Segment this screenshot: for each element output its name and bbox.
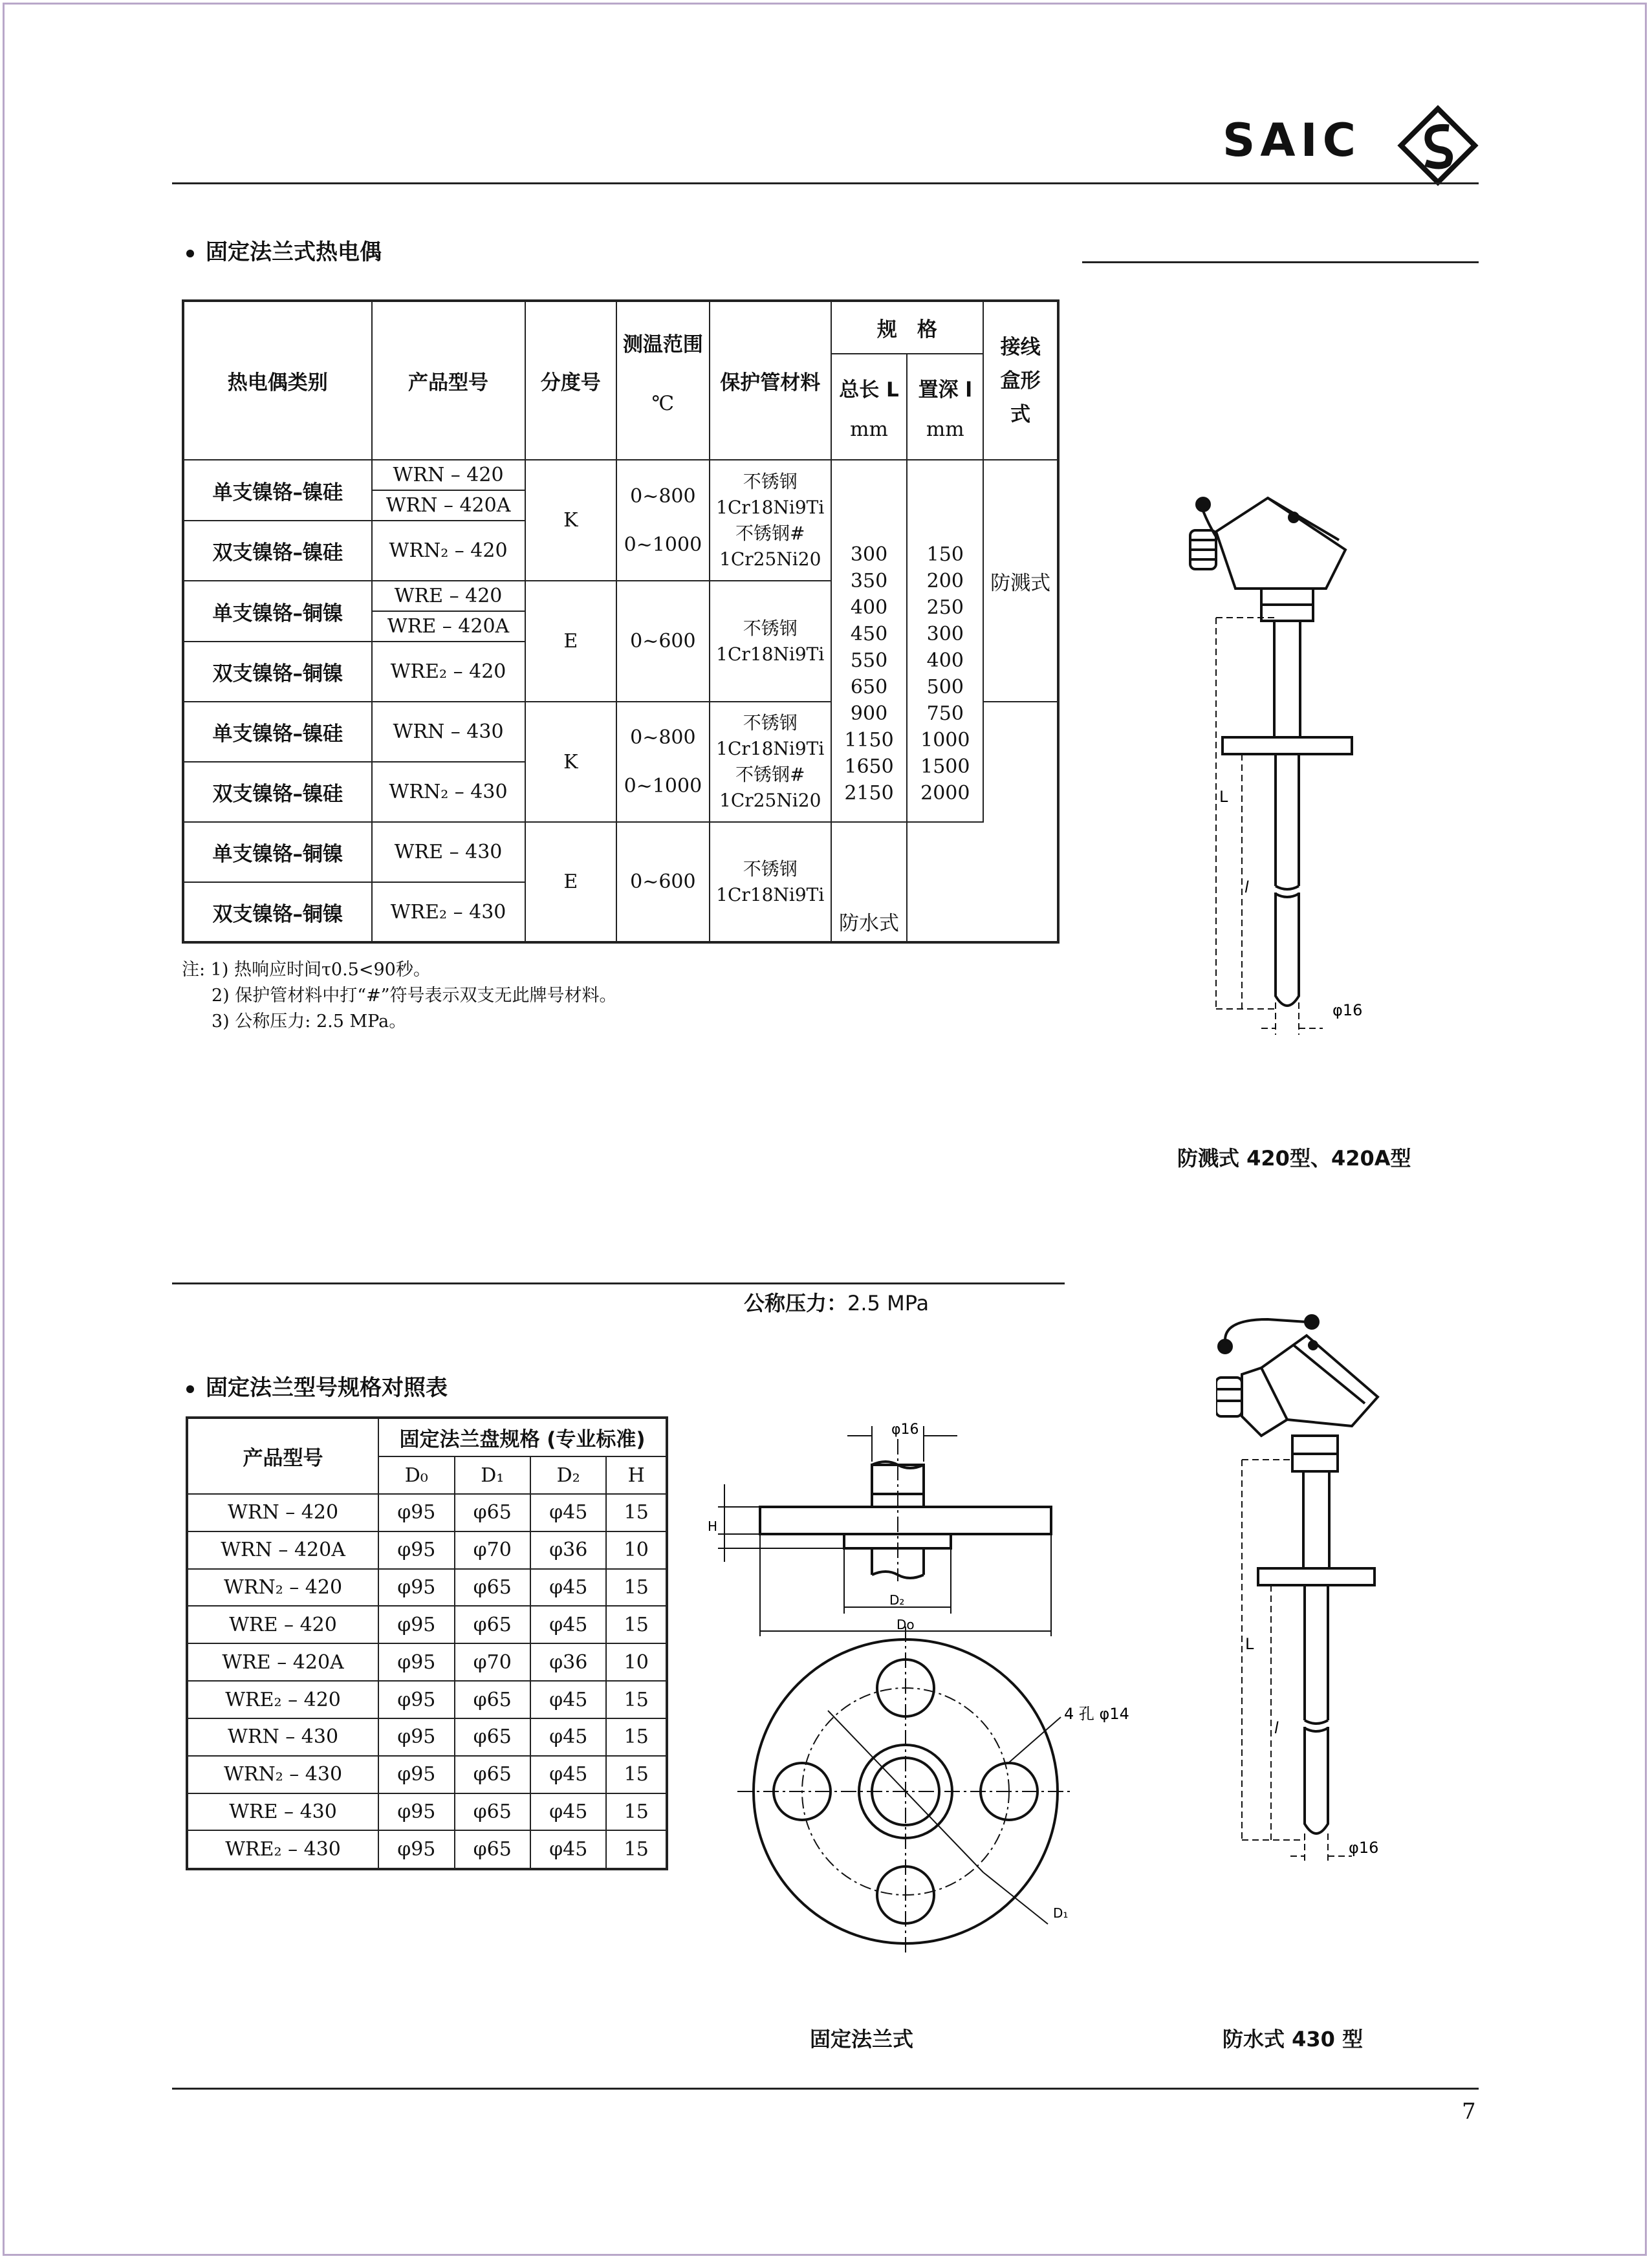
header-grade: 分度号 [525,301,616,460]
header-box: 接线盒形式 [983,301,1058,460]
pressure-value: 2.5 MPa [847,1291,929,1315]
fig3-dim-l: l [1274,1719,1279,1737]
table-row: WRN₂ – 430 φ95 φ65 φ45 15 [187,1756,667,1793]
table-notes [182,957,617,1035]
header-type: 热电偶类别 [183,301,372,460]
t2-header-d0: D₀ [378,1456,454,1494]
fig2-dim-d0: Do [897,1617,915,1632]
row-type: 双支镍铬–镍硅 [183,762,372,822]
fig1-dim-l: l [1244,878,1249,896]
fig2-dim-d2: D₂ [889,1592,905,1608]
mid-rule [172,1282,1065,1284]
row-model: WRE₂ – 430 [372,882,525,942]
row-model: WRE – 420A [372,611,525,642]
box-waterproof: 防水式 [831,822,908,942]
row-material: 不锈钢 1Cr18Ni9Ti 不锈钢# 1Cr25Ni20 [710,702,831,822]
row-model: WRE₂ – 420 [372,642,525,702]
row-material: 不锈钢 1Cr18Ni9Ti 不锈钢# 1Cr25Ni20 [710,460,831,581]
row-grade: K [525,460,616,581]
section1-title: 固定法兰式热电偶 [186,234,382,266]
row-model: WRN₂ – 430 [372,762,525,822]
row-model: WRN – 420 [372,460,525,490]
fig1-dim-L: L [1219,788,1228,806]
table-row: WRE – 430 φ95 φ65 φ45 15 [187,1793,667,1831]
row-grade: E [525,581,616,702]
fig3-caption: 防水式 430 型 [1223,2027,1364,2051]
header-range: 测温范围 ℃ [616,301,710,460]
right-rule [1082,261,1479,263]
fig3-dim-diameter: φ16 [1349,1839,1379,1857]
row-type: 双支镍铬–镍硅 [183,521,372,581]
note-1: 注: 1) 热响应时间τ0.5<90秒。 [182,960,431,980]
figure-splash-thermocouple [1177,479,1397,1048]
row-model: WRN – 430 [372,702,525,762]
row-range: 0~800 0~1000 [616,460,710,581]
fig1-dim-diameter: φ16 [1332,1001,1363,1019]
row-model: WRN – 420A [372,490,525,521]
length-column: 300 350 400 450 550 650 900 1150 1650 2150 [831,460,908,822]
row-type: 单支镍铬–铜镍 [183,822,372,882]
table-row: WRN₂ – 420 φ95 φ65 φ45 15 [187,1569,667,1606]
row-type: 双支镍铬–铜镍 [183,642,372,702]
table-row: WRN – 420A φ95 φ70 φ36 10 [187,1531,667,1569]
t2-header-d2: D₂ [530,1456,606,1494]
table-row: WRN – 420 φ95 φ65 φ45 15 [187,1494,667,1531]
bullet-icon [186,250,194,257]
row-model: WRN₂ – 420 [372,521,525,581]
depth-column: 150 200 250 300 400 500 750 1000 1500 2000 [907,460,983,822]
brand-name: SAIC [1223,114,1362,167]
box-splash: 防溅式 [983,460,1058,702]
brand-logo [1223,111,1481,182]
header-depth: 置深 l mm [907,354,983,460]
fig1-caption: 防溅式 420型、420A型 [1177,1146,1411,1171]
row-type: 单支镍铬–镍硅 [183,460,372,521]
t2-header-model: 产品型号 [187,1418,378,1494]
table-row: WRE – 420 φ95 φ65 φ45 15 [187,1606,667,1643]
row-range: 0~600 [616,581,710,702]
row-range: 0~600 [616,822,710,942]
fig2-caption: 固定法兰式 [810,2027,914,2051]
row-range: 0~800 0~1000 [616,702,710,822]
t2-header-d1: D₁ [455,1456,530,1494]
row-model: WRE – 420 [372,581,525,611]
row-grade: K [525,702,616,822]
header-material: 保护管材料 [710,301,831,460]
pressure-line [744,1287,929,1317]
note-2: 2) 保护管材料中打“#”符号表示双支无此牌号材料。 [212,986,617,1006]
header-spec: 规 格 [831,301,984,354]
fig2-dim-d1: D₁ [1053,1905,1069,1921]
table-row: WRN – 430 φ95 φ65 φ45 15 [187,1718,667,1756]
fig2-dim-h: H [708,1519,718,1534]
table-row: WRE – 420A φ95 φ70 φ36 10 [187,1643,667,1681]
fig2-dim-holes: 4 孔 φ14 [1064,1705,1129,1723]
row-type: 单支镍铬–镍硅 [183,702,372,762]
thermocouple-spec-table [182,299,1060,944]
page-number: 7 [1462,2099,1476,2125]
section2-title: 固定法兰型号规格对照表 [186,1370,448,1401]
fig3-dim-L: L [1245,1635,1254,1653]
row-type: 单支镍铬–铜镍 [183,581,372,642]
fig2-dim-phi16: φ16 [891,1422,919,1438]
pressure-label: 公称压力： [744,1291,848,1315]
brand-emblem-icon [1396,103,1480,188]
header-length: 总长 L mm [831,354,908,460]
footer-rule [172,2088,1479,2090]
t2-header-h: H [606,1456,667,1494]
row-material: 不锈钢 1Cr18Ni9Ti [710,822,831,942]
row-type: 双支镍铬–铜镍 [183,882,372,942]
t2-header-spec: 固定法兰盘规格 (专业标准) [378,1418,667,1456]
row-model: WRE – 430 [372,822,525,882]
figure-waterproof-thermocouple [1216,1306,1423,1901]
table-row: WRE₂ – 420 φ95 φ65 φ45 15 [187,1681,667,1718]
bullet-icon [186,1385,194,1393]
flange-spec-table [186,1416,668,1870]
row-material: 不锈钢 1Cr18Ni9Ti [710,581,831,702]
header-model: 产品型号 [372,301,525,460]
table-row: WRE₂ – 430 φ95 φ65 φ45 15 [187,1830,667,1869]
figure-flange-drawing [699,1413,1151,1956]
header-rule [172,182,1479,184]
row-grade: E [525,822,616,942]
note-3: 3) 公称压力: 2.5 MPa。 [212,1012,407,1032]
